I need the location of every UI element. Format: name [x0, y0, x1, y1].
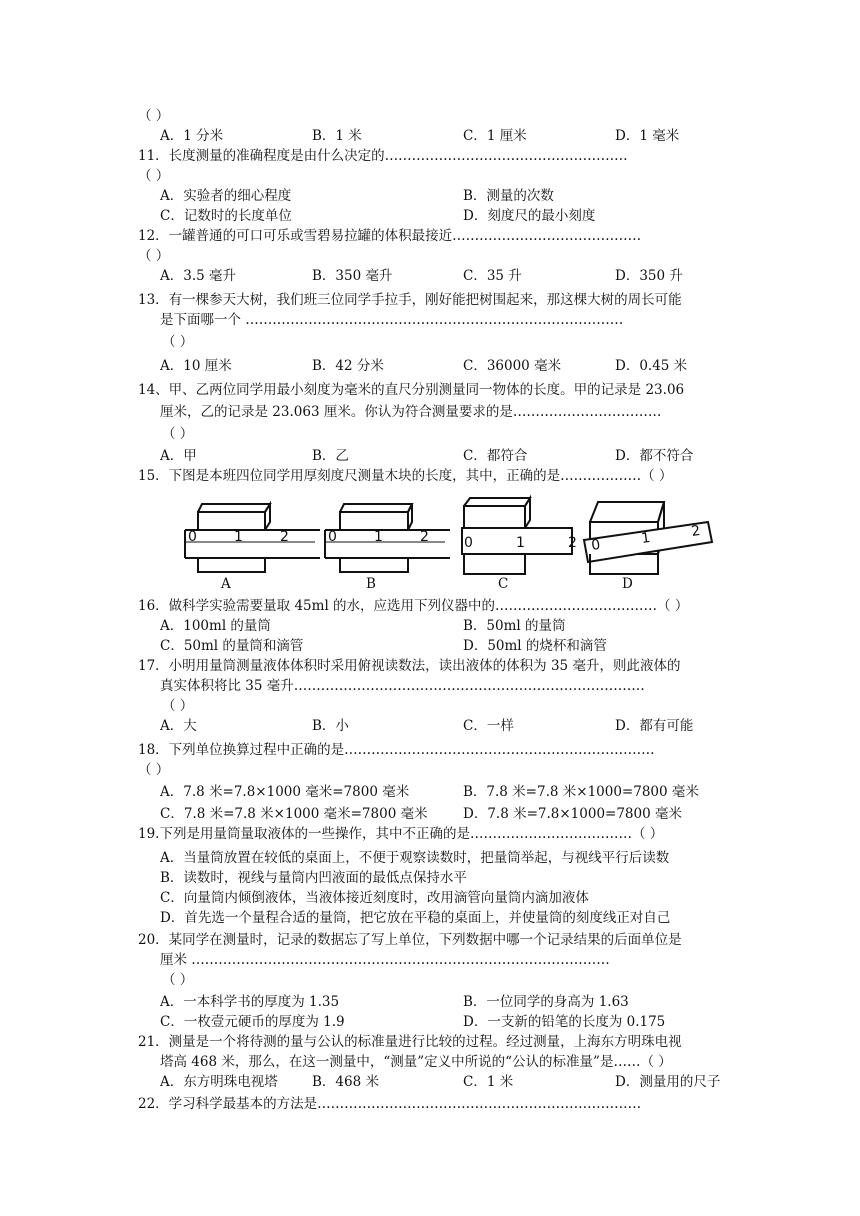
option-q21-opts-2: C．1 米	[463, 1074, 514, 1090]
figure-label-d: D	[622, 576, 633, 592]
text-q10-paren: （ ）	[138, 108, 170, 124]
text-q19-stem: 19.下列是用量筒量取液体的一些操作，其中不正确的是………………………………（ ）	[138, 826, 664, 842]
figure-label-b: B	[366, 576, 376, 592]
option-q13-opts-2: C．36000 毫米	[463, 358, 562, 374]
text-q18-stem: 18．下列单位换算过程中正确的是……………………………………………………………	[138, 742, 655, 758]
text-q11-stem: 11．长度测量的准确程度是由什么决定的………………………………………………	[138, 148, 628, 164]
ruler-tick-1-0: 0	[328, 529, 337, 545]
text-q14-paren: （ ）	[162, 426, 194, 442]
option-q16-opts-2-0: C．50ml 的量筒和滴管	[160, 638, 304, 654]
option-q20-opts-1-0: A．一本科学书的厚度为 1.35	[160, 994, 340, 1010]
ruler-tick-0-1: 1	[234, 529, 243, 545]
text-q13-stem2: 是下面哪一个 …………………………………………………………………………	[160, 312, 624, 328]
option-q20-opts-2-0: C．一枚壹元硬币的厚度为 1.9	[160, 1014, 345, 1030]
text-q20-paren: （ ）	[162, 972, 194, 988]
text-q15-stem: 15．下图是本班四位同学用厚刻度尺测量木块的长度，其中，正确的是………………（ ）	[138, 468, 673, 484]
option-q10-opts-3: D．1 毫米	[615, 128, 680, 144]
ruler-tick-2-1: 1	[516, 535, 525, 551]
ruler-tick-3-1: 1	[640, 529, 652, 547]
text-q11-paren: （ ）	[138, 168, 170, 184]
option-q18-opts-1-1: B．7.8 米=7.8 米×1000=7800 毫米	[463, 784, 699, 800]
ruler-tick-2-2: 2	[568, 535, 577, 551]
text-q22-stem: 22．学习科学最基本的方法是………………………………………………………………	[138, 1096, 642, 1112]
option-q18-opts-2-0: C．7.8 米=7.8 米×1000 毫米=7800 毫米	[160, 806, 428, 822]
option-q14-opts-2: C．都符合	[463, 448, 528, 464]
text-q17-stem2: 真实体积将比 35 毫升……………………………………………………………………	[160, 678, 645, 694]
figure-a	[185, 504, 320, 572]
option-q17-opts-3: D．都有可能	[615, 718, 694, 734]
ruler-tick-0-2: 2	[280, 529, 289, 545]
text-q19-c: C．向量筒内倾倒液体，当液体接近刻度时，改用滴管向量筒内滴加液体	[160, 890, 589, 906]
text-q19-d: D．首先选一个量程合适的量筒，把它放在平稳的桌面上，并使量筒的刻度线正对自己	[160, 910, 671, 926]
option-q13-opts-3: D．0.45 米	[615, 358, 688, 374]
option-q10-opts-1: B．1 米	[312, 128, 362, 144]
option-q21-opts-1: B．468 米	[312, 1074, 379, 1090]
text-q13-paren: （ ）	[162, 334, 194, 350]
option-q18-opts-2-1: D．7.8 米=7.8×1000=7800 毫米	[463, 806, 682, 822]
option-q17-opts-1: B．小	[312, 718, 349, 734]
text-q19-a: A．当量筒放置在较低的桌面上，不便于观察读数时，把量筒举起，与视线平行后读数	[160, 850, 670, 866]
text-q21-stem2: 塔高 468 米，那么，在这一测量中，“测量”定义中所说的“公认的标准量”是……（ ）	[160, 1054, 672, 1070]
ruler-tick-0-0: 0	[188, 529, 197, 545]
option-q16-opts-2-1: D．50ml 的烧杯和滴管	[463, 638, 607, 654]
option-q16-opts-1-1: B．50ml 的量筒	[463, 618, 566, 634]
option-q11-opts-2-0: C．记数时的长度单位	[160, 208, 292, 224]
option-q21-opts-3: D．测量用的尺子	[615, 1074, 721, 1090]
figure-b	[325, 504, 450, 572]
text-q16-stem: 16．做科学实验需要量取 45ml 的水，应选用下列仪器中的………………………………（ ）	[138, 598, 689, 614]
figure-label-c: C	[498, 576, 509, 592]
figure-label-a: A	[221, 576, 231, 592]
text-q17-stem: 17．小明用量筒测量液体体积时采用俯视读数法，读出液体的体积为 35 毫升，则此液体的	[138, 658, 681, 674]
text-q21-stem: 21．测量是一个将待测的量与公认的标准量进行比较的过程。经过测量，上海东方明珠电视	[138, 1034, 682, 1050]
option-q13-opts-1: B．42 分米	[312, 358, 384, 374]
option-q17-opts-0: A．大	[160, 718, 197, 734]
option-q14-opts-0: A．甲	[160, 448, 197, 464]
text-q17-paren: （ ）	[162, 698, 194, 714]
text-q13-stem: 13．有一棵参天大树，我们班三位同学手拉手，刚好能把树围起来，那这棵大树的周长可能	[138, 292, 682, 308]
option-q14-opts-1: B．乙	[312, 448, 349, 464]
text-q14-stem: 14、甲、乙两位同学用最小刻度为毫米的直尺分别测量同一物体的长度。甲的记录是 23.06	[138, 382, 685, 398]
ruler-tick-3-2: 2	[690, 522, 702, 540]
text-q20-stem2: 厘米 …………………………………………………………………………………	[160, 952, 610, 968]
option-q21-opts-0: A．东方明珠电视塔	[160, 1074, 278, 1090]
option-q11-opts-1-0: A．实验者的细心程度	[160, 188, 292, 204]
text-q12-stem: 12．一罐普通的可口可乐或雪碧易拉罐的体积最接近……………………………………	[138, 228, 642, 244]
option-q11-opts-1-1: B．测量的次数	[463, 188, 554, 204]
text-q20-stem: 20．某同学在测量时，记录的数据忘了写上单位，下列数据中哪一个记录结果的后面单位是	[138, 932, 682, 948]
text-q12-paren: （ ）	[138, 248, 170, 264]
option-q12-opts-1: B．350 毫升	[312, 268, 393, 284]
text-q19-b: B．读数时，视线与量筒内凹液面的最低点保持水平	[160, 870, 467, 886]
ruler-tick-1-2: 2	[420, 529, 429, 545]
option-q18-opts-1-0: A．7.8 米=7.8×1000 毫米=7800 毫米	[160, 784, 410, 800]
option-q17-opts-2: C．一样	[463, 718, 514, 734]
option-q20-opts-2-1: D．一支新的铅笔的长度为 0.175	[463, 1014, 666, 1030]
ruler-tick-3-0: 0	[590, 536, 602, 554]
option-q12-opts-0: A．3.5 毫升	[160, 268, 237, 284]
ruler-tick-2-0: 0	[464, 535, 473, 551]
option-q16-opts-1-0: A．100ml 的量筒	[160, 618, 271, 634]
text-q18-paren: （ ）	[138, 762, 170, 778]
option-q20-opts-1-1: B．一位同学的身高为 1.63	[463, 994, 629, 1010]
ruler-figure	[180, 492, 720, 592]
text-q14-stem2: 厘米，乙的记录是 23.063 厘米。你认为符合测量要求的是……………………………	[160, 404, 662, 420]
option-q12-opts-2: C．35 升	[463, 268, 522, 284]
option-q13-opts-0: A．10 厘米	[160, 358, 232, 374]
option-q11-opts-2-1: D．刻度尺的最小刻度	[463, 208, 596, 224]
option-q14-opts-3: D．都不符合	[615, 448, 694, 464]
ruler-tick-1-1: 1	[374, 529, 383, 545]
option-q10-opts-2: C．1 厘米	[463, 128, 527, 144]
option-q12-opts-3: D．350 升	[615, 268, 683, 284]
option-q10-opts-0: A．1 分米	[160, 128, 224, 144]
